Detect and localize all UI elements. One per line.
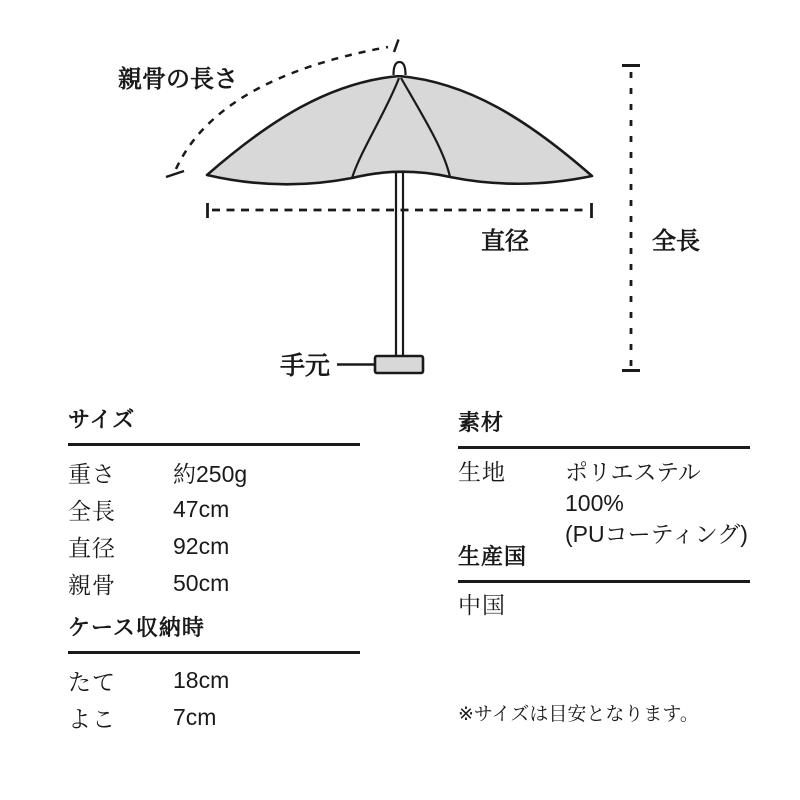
umbrella-handle — [375, 356, 423, 373]
spec-label: 重さ — [68, 460, 116, 487]
spec-label: 直径 — [68, 534, 116, 561]
spec-row — [68, 565, 360, 602]
spec-label: 生地 — [458, 458, 506, 485]
spec-label: よこ — [68, 705, 116, 732]
spec-label: 全長 — [68, 497, 116, 524]
diameter-label: 直径 — [481, 228, 529, 255]
material-value-line2: (PUコーティング) — [565, 520, 748, 547]
total-length-label: 全長 — [652, 228, 700, 255]
size-heading: サイズ — [68, 407, 136, 432]
spec-value: 50cm — [173, 569, 230, 596]
material-section — [458, 410, 750, 550]
material-heading: 素材 — [458, 410, 505, 435]
rib-length-label: 親骨の長さ — [118, 66, 238, 93]
umbrella-finial — [394, 62, 406, 75]
country-rule — [458, 580, 750, 583]
total-length-dimension-line — [622, 66, 640, 371]
spec-row — [68, 662, 360, 699]
rib-length-arc-bottom-tick — [166, 171, 184, 177]
size-rule — [68, 443, 360, 446]
spec-value: 92cm — [173, 532, 230, 559]
spec-value: 約250g — [173, 460, 248, 487]
spec-value: 7cm — [173, 703, 217, 730]
country-heading: 生産国 — [458, 544, 528, 569]
country-value: 中国 — [458, 591, 506, 618]
umbrella-shaft — [396, 172, 403, 358]
case-rule — [68, 651, 360, 654]
umbrella-canopy — [207, 76, 592, 184]
spec-row — [458, 457, 750, 550]
case-section — [68, 615, 360, 736]
handle-label: 手元 — [280, 352, 331, 380]
country-section — [458, 544, 750, 619]
spec-row — [68, 699, 360, 736]
spec-row — [68, 528, 360, 565]
spec-row — [68, 491, 360, 528]
material-value-line1: ポリエステル100% — [565, 458, 701, 516]
spec-row — [68, 454, 360, 491]
material-rule — [458, 446, 750, 449]
spec-label: たて — [68, 668, 116, 695]
case-heading: ケース収納時 — [68, 615, 205, 640]
spec-value — [565, 457, 750, 550]
spec-value: 47cm — [173, 495, 230, 522]
spec-value: 18cm — [173, 666, 230, 693]
size-note: ※サイズは目安となります。 — [458, 704, 699, 725]
spec-label: 親骨 — [68, 571, 116, 598]
rib-length-arc-top-tick — [394, 40, 399, 53]
size-section — [68, 407, 360, 602]
